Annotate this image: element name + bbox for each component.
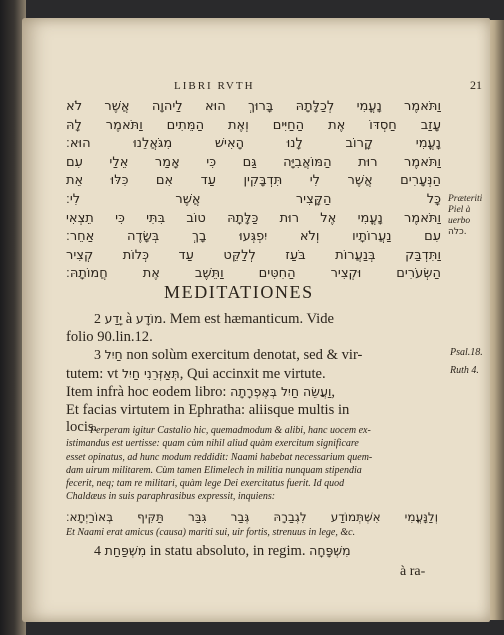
margin-note-line: Præteriti	[448, 194, 483, 204]
hebrew-text-block	[66, 98, 441, 284]
note-line: dam uirum militarem. Cùm tamen Elimelech in militia nunquam stipendia	[66, 464, 362, 476]
page-number: 21	[470, 78, 482, 92]
castalio-note	[66, 424, 438, 504]
note-number: 4	[94, 544, 101, 559]
note-line: esset opinatus, ad hunc modum reddidit: Naami habebat necessarium quem-	[66, 451, 373, 463]
commentary-line: folio 90.lin.12.	[66, 328, 153, 345]
hebrew-line: כָּל הַקָּצִיר אֲשֶׁר לִי׃	[66, 191, 441, 207]
hebrew-line: וַתֹּאמֶר רוּת הַמּוֹאֲבִיָּה גַּם כִּי אָמַר אֵלַי עִם	[66, 154, 441, 170]
commentary-text: à	[125, 311, 133, 327]
commentary-text: , Qui accinxit me virtute.	[179, 365, 326, 382]
note-line: Chaldæus in suis paraphrasibus expressit, inquiens:	[66, 491, 276, 503]
hebrew-word: תְּאַזְּרֵנִי חַיִל	[121, 365, 180, 381]
note-number: 3	[94, 348, 101, 363]
hebrew-line: וַתִּדְבַּק בְּנַעֲרוֹת בֹּעַז לְלַקֵּט עַד כְּלוֹת קְצִיר	[66, 247, 441, 263]
hebrew-line: נָעֳמִי קָרוֹב לָנוּ הָאִישׁ מִגֹּאֲלֵנוּ הוּא׃	[66, 136, 441, 152]
hebrew-line: עָזַב חַסְדּוֹ אֶת הַחַיִּים וְאֶת הַמֵּתִים וַתֹּאמֶר לָהּ	[66, 117, 441, 133]
hebrew-word: יָדַע	[104, 311, 123, 326]
commentary-block	[66, 310, 446, 437]
section-heading: MEDITATIONES	[164, 282, 314, 302]
chaldee-latin-line: Et Naami erat amicus (causa) mariti sui, uir fortis, strenuus in lege, &c.	[66, 527, 356, 538]
catchword: à ra-	[400, 564, 426, 579]
hebrew-word: וַעֲשֵׂה חַיִל בְּאֶפְרָתָה	[230, 384, 332, 399]
page-edges	[488, 20, 504, 620]
book-page	[22, 18, 490, 622]
commentary-text: in statu absoluto, in regim.	[149, 543, 306, 559]
note-line: fecerit, neq; tam re militari, quàm lege Dei exercitatus fuerit. Id quod	[66, 478, 345, 490]
commentary-line	[66, 310, 446, 329]
hebrew-line: עִם נַעֲרוֹתָיו וְלֹא יִפְגְּעוּ בָךְ בְּשָׂדֶה אַחֵר׃	[66, 229, 441, 245]
commentary-line: locis.	[66, 419, 98, 435]
note-line: Perperam igitur Castalio hic, quemadmodum & alibi, hanc uocem ex-	[90, 425, 371, 436]
commentary-text: non solùm exercitum denotat, sed & vir-	[126, 347, 363, 363]
scripture-reference: Ruth 4.	[450, 365, 479, 376]
note-number: 2	[94, 312, 101, 327]
chaldee-hebrew-line: וְלַנָּעֳמִי אִשְׁתְּמוֹדַע לִגְבַרָהּ גְּבַר גִּבַּר תַּקִּיף בְּאוֹרַיְתָא׃	[66, 510, 438, 524]
hebrew-word: מִשְׁפָּחָה	[309, 543, 351, 558]
commentary-line	[94, 543, 454, 560]
hebrew-word: מִשְׁפַּחַת	[104, 543, 147, 558]
hebrew-line: וַתֹּאמֶר נָעֳמִי אֶל רוּת כַּלָּתָהּ טוֹב בִּתִּי כִּי תֵצְאִי	[66, 210, 441, 226]
commentary-text: Item infrà hoc eodem libro:	[66, 384, 227, 400]
commentary-line	[66, 346, 446, 365]
commentary-text: tutem: vt	[66, 365, 119, 382]
margin-note-hebrew: כלה.	[448, 227, 467, 237]
commentary-line	[66, 365, 446, 384]
commentary-line: Et facias virtutem in Ephratha: aliisque multis in	[66, 401, 350, 418]
commentary-text: . Mem est hæmanticum. Vide	[162, 311, 334, 327]
note-line: istimandus est uertisse: quam cùm nihil aliud quàm exercitum significare	[66, 438, 359, 450]
running-head: LIBRI RVTH	[174, 80, 255, 92]
commentary-line: Item infrà hoc eodem libro: וַעֲשֵׂה חַיִל בְּאֶפְרָתָה,	[66, 384, 336, 400]
scripture-reference: Psal.18.	[450, 347, 483, 358]
hebrew-word: מוֹדָע	[135, 311, 163, 326]
margin-note	[448, 194, 492, 238]
margin-note-line: Piel à uerbo	[448, 205, 471, 226]
hebrew-word: חַיִל	[104, 347, 123, 362]
hebrew-line: וַתֹּאמֶר נָעֳמִי לְכַלָּתָהּ בָּרוּךְ הוּא לַיהוָה אֲשֶׁר לֹא	[66, 99, 441, 114]
hebrew-line: הַשְּׂעֹרִים וּקְצִיר הַחִטִּים וַתֵּשֶׁב אֶת חֲמוֹתָהּ׃	[66, 266, 441, 282]
hebrew-line: הַנְּעָרִים אֲשֶׁר לִי תִּדְבָּקִין עַד אִם כִּלּוּ אֵת	[66, 173, 441, 189]
